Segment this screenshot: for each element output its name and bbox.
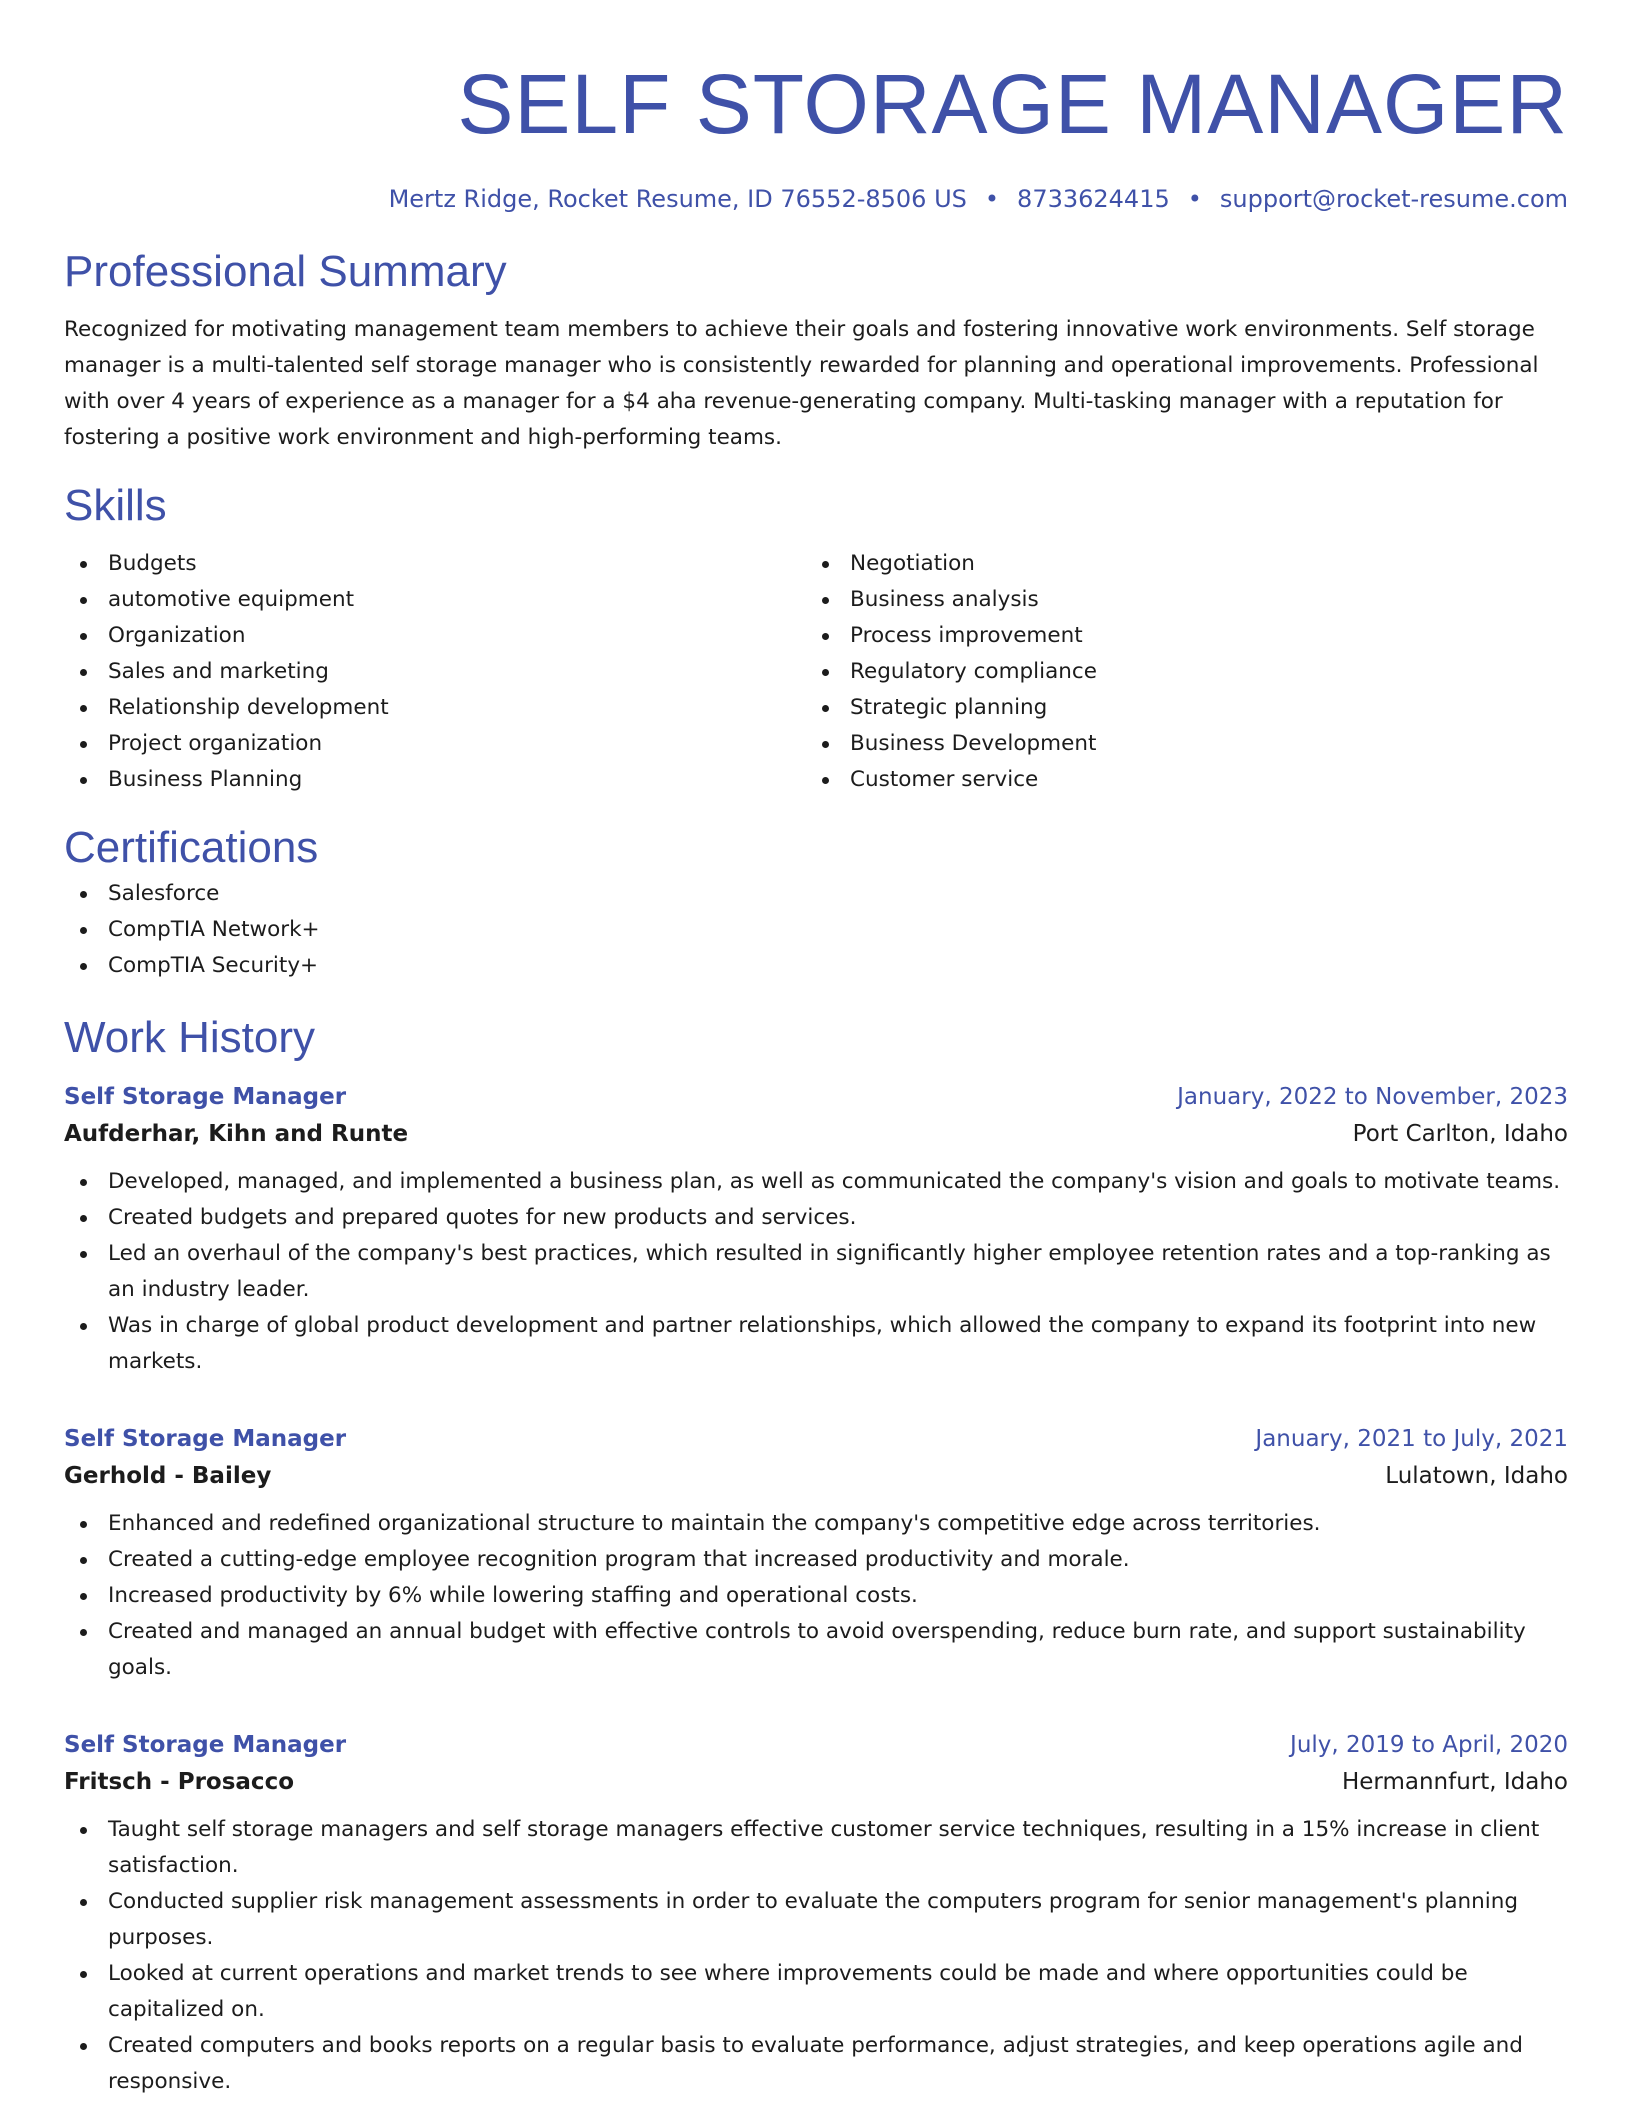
- skill-item: Regulatory compliance: [806, 654, 1548, 690]
- section-heading-summary: Professional Summary: [64, 247, 507, 296]
- job-company-row: [64, 1114, 1568, 1154]
- skills-list-left: [64, 546, 806, 798]
- skill-item: Business Development: [806, 726, 1548, 762]
- job-bullet: Was in charge of global product development and partner relationships, which allowed the company to expand its footprint into new markets.: [64, 1308, 1568, 1380]
- job-dates: July, 2019 to April, 2020: [1290, 1732, 1568, 1758]
- job-location: Hermannfurt, Idaho: [1341, 1769, 1568, 1795]
- job-entry: [64, 1422, 1568, 1686]
- job-location: Port Carlton, Idaho: [1352, 1121, 1568, 1147]
- skill-item: Strategic planning: [806, 690, 1548, 726]
- job-bullet: Created computers and books reports on a regular basis to evaluate performance, adjust strategies, and keep operations agile and responsive.: [64, 2028, 1568, 2100]
- skill-item: Project organization: [64, 726, 806, 762]
- job-company: Gerhold - Bailey: [64, 1463, 272, 1489]
- job-header-row: [64, 1422, 1568, 1456]
- job-title: Self Storage Manager: [64, 1732, 347, 1758]
- skill-item: Business Planning: [64, 762, 806, 798]
- certification-item: CompTIA Network+: [64, 912, 1568, 948]
- job-title: Self Storage Manager: [64, 1426, 347, 1452]
- job-company-row: [64, 1762, 1568, 1802]
- job-bullet: Developed, managed, and implemented a business plan, as well as communicated the company's vision and goals to motivate teams.: [64, 1164, 1568, 1200]
- certification-item: CompTIA Security+: [64, 948, 1568, 984]
- skill-item: Negotiation: [806, 546, 1548, 582]
- job-entry: [64, 1080, 1568, 1380]
- skills-grid: [64, 546, 1568, 798]
- skills-list-right: [806, 546, 1548, 798]
- job-header-row: [64, 1728, 1568, 1762]
- contact-email[interactable]: support@rocket-resume.com: [1219, 185, 1568, 213]
- job-bullet: Created budgets and prepared quotes for new products and services.: [64, 1200, 1568, 1236]
- contact-separator: •: [984, 185, 1000, 213]
- section-heading-work-history: Work History: [64, 1013, 315, 1062]
- section-heading-skills: Skills: [64, 481, 167, 530]
- job-bullet: Created a cutting-edge employee recognition program that increased productivity and morale.: [64, 1542, 1568, 1578]
- job-bullet: Led an overhaul of the company's best practices, which resulted in significantly higher employee retention rates and a top-ranking as an industry leader.: [64, 1236, 1568, 1308]
- resume-title: SELF STORAGE MANAGER: [457, 57, 1568, 151]
- skill-item: Relationship development: [64, 690, 806, 726]
- certifications-list: [64, 876, 1568, 984]
- skill-item: Budgets: [64, 546, 806, 582]
- job-bullets: [64, 1812, 1568, 2100]
- skill-item: automotive equipment: [64, 582, 806, 618]
- job-company: Aufderhar, Kihn and Runte: [64, 1121, 409, 1147]
- contact-phone: 8733624415: [1017, 185, 1170, 213]
- contact-line: [64, 182, 1568, 216]
- job-company: Fritsch - Prosacco: [64, 1769, 294, 1795]
- job-dates: January, 2022 to November, 2023: [1177, 1084, 1568, 1110]
- job-title: Self Storage Manager: [64, 1084, 347, 1110]
- certification-item: Salesforce: [64, 876, 1568, 912]
- skill-item: Sales and marketing: [64, 654, 806, 690]
- skill-item: Process improvement: [806, 618, 1548, 654]
- job-bullets: [64, 1164, 1568, 1380]
- job-bullet: Looked at current operations and market trends to see where improvements could be made and where opportunities could be capitalized on.: [64, 1956, 1568, 2028]
- summary-text: Recognized for motivating management team members to achieve their goals and fostering innovative work environments. Self storage manager is a multi-talented self storage manager who is consistently rewarded for planning and operational improvements. Professional with over 4 years of experience as a manager for a $4 aha revenue-generating company. Multi-tasking manager with a reputation for fostering a positive work environment and high-performing teams.: [64, 317, 1539, 450]
- job-bullet: Enhanced and redefined organizational structure to maintain the company's competitive edge across territories.: [64, 1506, 1568, 1542]
- job-dates: January, 2021 to July, 2021: [1255, 1426, 1568, 1452]
- job-bullet: Increased productivity by 6% while lowering staffing and operational costs.: [64, 1578, 1568, 1614]
- job-bullet: Conducted supplier risk management assessments in order to evaluate the computers program for senior management's planning purposes.: [64, 1884, 1568, 1956]
- skill-item: Organization: [64, 618, 806, 654]
- section-heading-certifications: Certifications: [64, 823, 319, 872]
- skill-item: Business analysis: [806, 582, 1548, 618]
- contact-separator: •: [1187, 185, 1202, 213]
- job-bullet: Created and managed an annual budget with effective controls to avoid overspending, reduce burn rate, and support sustainability goals.: [64, 1614, 1568, 1686]
- job-entry: [64, 1728, 1568, 2100]
- job-bullets: [64, 1506, 1568, 1686]
- contact-address: Mertz Ridge, Rocket Resume, ID 76552-8506 US: [388, 185, 967, 213]
- job-header-row: [64, 1080, 1568, 1114]
- job-company-row: [64, 1456, 1568, 1496]
- job-bullet: Taught self storage managers and self storage managers effective customer service techniques, resulting in a 15% increase in client satisfaction.: [64, 1812, 1568, 1884]
- job-location: Lulatown, Idaho: [1385, 1463, 1568, 1489]
- skill-item: Customer service: [806, 762, 1548, 798]
